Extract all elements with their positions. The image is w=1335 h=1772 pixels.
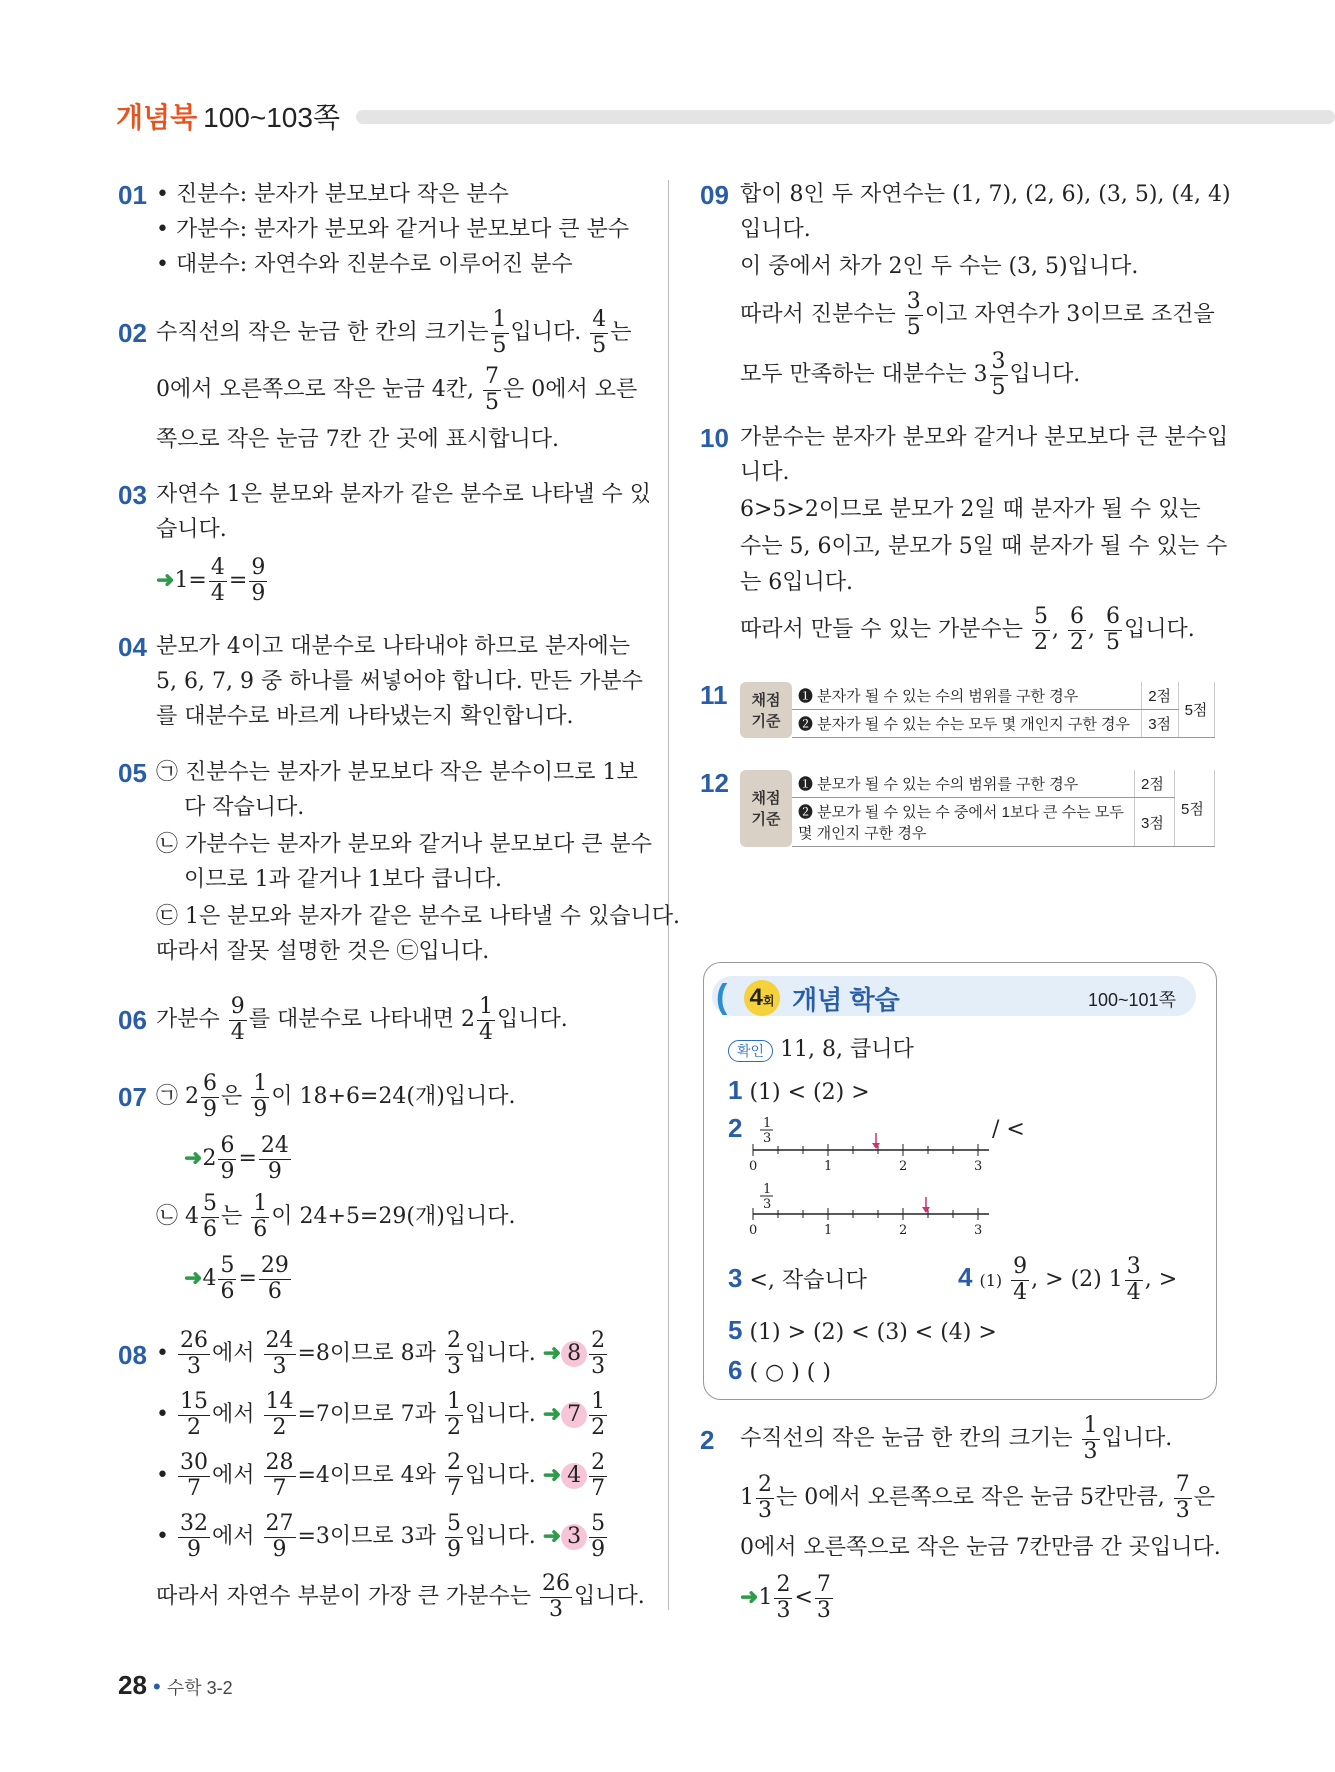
fraction: $\frac{1}{2}$ [591, 1389, 606, 1440]
page-number: 28 [118, 1670, 147, 1700]
q07-line2: ➜2 $\frac{6}{9}$ = $\frac{24}{9}$ [184, 1133, 289, 1184]
arrow-icon: ➜ [542, 1523, 562, 1549]
q06-text-a: 가분수 [156, 1007, 220, 1032]
q05-line1: ㉠ 진분수는 분자가 분모보다 작은 분수이므로 1보 [156, 760, 638, 785]
fraction: $\frac{3}{5}$ [906, 289, 921, 340]
q04-line3: 를 대분수로 바르게 나타냈는지 확인합니다. [156, 704, 574, 729]
fraction: $\frac{2}{3}$ [446, 1328, 461, 1379]
q01-number: 01 [118, 180, 147, 210]
fraction: $\frac{2}{3}$ [591, 1328, 606, 1379]
fraction: $\frac{24}{9}$ [260, 1133, 289, 1184]
q08-text: 에서 [211, 1524, 255, 1549]
answer-highlight: 8 [561, 1341, 587, 1367]
q04-line1: 분모가 4이고 대분수로 나타내야 하므로 분자에는 [156, 634, 631, 659]
badge-sub: 회 [762, 994, 775, 1008]
arrow-icon: ➜ [184, 1145, 203, 1171]
q06-number: 06 [118, 1005, 147, 1035]
arrow-icon: ➜ [542, 1340, 562, 1366]
fraction: $\frac{1}{6}$ [253, 1191, 268, 1242]
criteria-total: 5점 [1175, 770, 1215, 847]
bracket-icon: ( [716, 978, 728, 1016]
q02-line1 [156, 308, 632, 358]
fraction: $\frac{6}{2}$ [1070, 604, 1084, 655]
q06-line [156, 995, 568, 1045]
nl-tick: 1 [824, 1159, 833, 1174]
subject-label: 수학 3-2 [166, 1678, 233, 1698]
fraction: $\frac{2}{7}$ [591, 1450, 606, 1501]
box-pages: 100~101쪽 [1088, 990, 1176, 1010]
fraction: $\frac{1}{2}$ [446, 1389, 461, 1440]
answer-num: 2 [728, 1113, 743, 1143]
fraction: $\frac{1}{9}$ [253, 1071, 268, 1122]
q2-line1 [740, 1414, 1172, 1464]
bullet-icon: • [153, 1674, 161, 1699]
q07-line3 [156, 1192, 516, 1242]
fraction: $\frac{7}{3}$ [816, 1572, 831, 1623]
q07-line1 [156, 1072, 516, 1122]
fraction: $\frac{24}{3}$ [265, 1328, 294, 1379]
q02-text-a: 수직선의 작은 눈금 한 칸의 크기는 [156, 320, 489, 345]
criteria-label: 채점 기준 [740, 770, 792, 847]
q08-row: • $\frac{32}{9}$ 에서 $\frac{27}{9}$ =3이므로 3과 $\frac{5}{9}$ 입니다. ➜ 3 $\frac{5}{9}$ [156, 1511, 606, 1562]
q07-line4: ➜4 $\frac{5}{6}$ = $\frac{29}{6}$ [184, 1253, 289, 1304]
q2-text: < [794, 1585, 813, 1610]
fraction: $\frac{30}{7}$ [179, 1450, 208, 1501]
q09-text-c: 모두 만족하는 대분수는 3 [740, 362, 988, 387]
q08-text: =8이므로 8과 [297, 1341, 436, 1366]
criteria-label: 채점 기준 [740, 682, 792, 738]
answer-highlight: 3 [561, 1524, 587, 1550]
q08-text: =7이므로 7과 [297, 1402, 436, 1427]
fraction: $\frac{9}{9}$ [251, 555, 266, 606]
nl-tick: 3 [974, 1223, 983, 1238]
q05-line2: 다 작습니다. [184, 795, 305, 820]
q09-text-a: 따라서 진분수는 [740, 302, 896, 327]
q06-text-c: 입니다. [497, 1007, 568, 1032]
answer-4 [958, 1252, 1177, 1306]
answer-highlight: 4 [561, 1463, 587, 1489]
q10-text-b: 입니다. [1124, 617, 1195, 642]
q2-line2 [740, 1473, 1215, 1523]
box-title: 개념 학습 [792, 985, 900, 1015]
arrow-icon: ➜ [184, 1265, 203, 1291]
q03-equation: ➜1= $\frac{4}{4}$ = $\frac{9}{9}$ [156, 555, 266, 606]
q03-eq-pre: 1= [174, 568, 207, 593]
q05-line3: ㉡ 가분수는 분자가 분모와 같거나 분모보다 큰 분수 [156, 832, 652, 857]
q10-line4: 수는 5, 6이고, 분모가 5일 때 분자가 될 수 있는 수 [740, 534, 1228, 559]
fraction: $\frac{5}{6}$ [220, 1253, 235, 1304]
answer-num: 4 [958, 1262, 973, 1292]
answer-text: ( ○ ) ( ) [749, 1360, 831, 1385]
answer-highlight: 7 [561, 1402, 587, 1428]
answer-6 [728, 1355, 831, 1388]
fraction: $\frac{27}{9}$ [265, 1511, 294, 1562]
answer-part: , > [1031, 1267, 1064, 1292]
q07-number: 07 [118, 1082, 147, 1112]
fraction: $\frac{5}{2}$ [1034, 604, 1048, 655]
q08-concl-b: 입니다. [574, 1584, 645, 1609]
fraction: $\frac{2}{3}$ [758, 1472, 772, 1523]
q09-text-b: 이고 자연수가 3이므로 조건을 [924, 302, 1215, 327]
nl-label: 1 [763, 1182, 772, 1197]
q07-text-c2: 는 [221, 1204, 243, 1229]
arrow-icon: ➜ [740, 1584, 759, 1610]
q10-number: 10 [700, 423, 729, 453]
q07-text-a3: 이 18+6=24(개)입니다. [271, 1084, 516, 1109]
q08-concl-a: 따라서 자연수 부분이 가장 큰 가분수는 [156, 1584, 531, 1609]
q09-line5 [740, 350, 1080, 400]
fraction: $\frac{26}{3}$ [179, 1328, 208, 1379]
criteria-score: 2점 [1135, 770, 1175, 798]
header-title: 개념북 [116, 102, 198, 133]
q08-text: 에서 [211, 1341, 255, 1366]
q2-number: 2 [700, 1425, 715, 1455]
fraction: $\frac{14}{2}$ [265, 1389, 294, 1440]
q2-line3: 0에서 오른쪽으로 작은 눈금 7칸만큼 간 곳입니다. [740, 1535, 1221, 1560]
q2-text: 수직선의 작은 눈금 한 칸의 크기는 [740, 1426, 1073, 1451]
q02-text-d: 0에서 오른쪽으로 작은 눈금 4칸, [156, 377, 474, 402]
q09-line4 [740, 290, 1215, 340]
q10-line5: 는 6입니다. [740, 570, 853, 595]
fraction: $\frac{5}{9}$ [446, 1511, 461, 1562]
fraction: $\frac{2}{7}$ [446, 1450, 461, 1501]
check-row [728, 1035, 914, 1065]
q10-line3: 6>5>2이므로 분모가 2일 때 분자가 될 수 있는 [740, 497, 1201, 522]
criteria-score: 3점 [1142, 710, 1178, 738]
fraction: $\frac{6}{5}$ [1106, 604, 1120, 655]
q12-number: 12 [700, 768, 729, 798]
criteria-item: ❶ 분자가 될 수 있는 수의 범위를 구한 경우 [792, 682, 1142, 710]
fraction: $\frac{9}{4}$ [230, 994, 245, 1045]
q03-line1: 자연수 1은 분모와 분자가 같은 분수로 나타낼 수 있 [156, 482, 651, 507]
q05-line6: 따라서 잘못 설명한 것은 ㉢입니다. [156, 939, 490, 964]
session-badge [744, 980, 780, 1016]
q05-line4: 이므로 1과 같거나 1보다 큽니다. [184, 867, 502, 892]
fraction: $\frac{6}{9}$ [203, 1071, 217, 1122]
q10-text-a: 따라서 만들 수 있는 가분수는 [740, 617, 1023, 642]
criteria-item: ❷ 분모가 될 수 있는 수 중에서 1보다 큰 수는 모두 몇 개인지 구한 경우 [792, 798, 1135, 847]
q03-number: 03 [118, 480, 147, 510]
fraction: $\frac{9}{4}$ [1013, 1254, 1028, 1305]
q06-text-b: 를 대분수로 나타내면 2 [248, 1007, 476, 1032]
fraction: $\frac{28}{7}$ [265, 1450, 294, 1501]
nl-label: 3 [763, 1131, 772, 1146]
nl-label: 3 [763, 1197, 772, 1212]
q08-text: 입니다. [464, 1463, 536, 1488]
fraction: $\frac{5}{6}$ [203, 1191, 217, 1242]
q2-text: 는 0에서 오른쪽으로 작은 눈금 5칸만큼, [776, 1485, 1165, 1510]
arrow-icon: ➜ [542, 1401, 562, 1427]
q08-text: 입니다. [464, 1341, 536, 1366]
answer-2 [728, 1113, 742, 1146]
q2-line4 [740, 1572, 835, 1623]
q03-line2: 습니다. [156, 517, 227, 542]
q08-text: 입니다. [464, 1402, 536, 1427]
q07-text-a2: 은 [221, 1084, 243, 1109]
q01-line1: • 진분수: 분자가 분모보다 작은 분수 [156, 182, 509, 207]
q09-text-d: 입니다. [1009, 362, 1081, 387]
answer-text: (1) > (2) < (3) < (4) > [749, 1320, 997, 1345]
fraction: $\frac{29}{6}$ [260, 1253, 289, 1304]
q02-text-b: 입니다. [510, 320, 582, 345]
check-label: 확인 [728, 1040, 773, 1062]
fraction: $\frac{6}{9}$ [220, 1133, 235, 1184]
q05-line5: ㉢ 1은 분모와 분자가 같은 분수로 나타낼 수 있습니다. [156, 904, 680, 929]
nl-tick: 0 [749, 1223, 758, 1238]
answer-1 [728, 1075, 870, 1108]
q08-row: • $\frac{30}{7}$ 에서 $\frac{28}{7}$ =4이므로 4와 $\frac{2}{7}$ 입니다. ➜ 4 $\frac{2}{7}$ [156, 1450, 606, 1501]
q2-text: 은 [1193, 1485, 1215, 1510]
badge-number: 4 [749, 984, 763, 1011]
q08-text: 에서 [211, 1402, 255, 1427]
fraction: $\frac{3}{5}$ [991, 349, 1006, 400]
answer-text: (1) < (2) > [749, 1080, 870, 1105]
q09-line2: 입니다. [740, 217, 811, 242]
q07-text-c1: ㉡ 4 [156, 1204, 199, 1229]
header-pages: 100~103쪽 [203, 102, 340, 133]
q12-criteria-table [740, 770, 1215, 847]
arrow-icon: ➜ [542, 1462, 562, 1488]
arrow-icon: ➜ [156, 567, 175, 593]
q10-line2: 니다. [740, 460, 790, 485]
q04-number: 04 [118, 632, 147, 662]
q04-line2: 5, 6, 7, 9 중 하나를 써넣어야 합니다. 만든 가분수 [156, 669, 643, 694]
q09-line3: 이 중에서 차가 2인 두 수는 (3, 5)입니다. [740, 254, 1139, 279]
q08-row: • $\frac{15}{2}$ 에서 $\frac{14}{2}$ =7이므로 7과 $\frac{1}{2}$ 입니다. ➜ 7 $\frac{1}{2}$ [156, 1389, 606, 1440]
fraction: $\frac{5}{9}$ [591, 1511, 606, 1562]
answer-part: , > [1144, 1267, 1178, 1292]
header-bar [356, 110, 1335, 124]
q02-line3: 쪽으로 작은 눈금 7칸 간 곳에 표시합니다. [156, 427, 559, 452]
fraction: $\frac{1}{3}$ [1083, 1413, 1098, 1464]
q08-row: • $\frac{26}{3}$ 에서 $\frac{24}{3}$ =8이므로 8과 $\frac{2}{3}$ 입니다. ➜ 8 $\frac{2}{3}$ [156, 1328, 606, 1379]
q10-line1: 가분수는 분자가 분모와 같거나 분모보다 큰 분수입 [740, 425, 1229, 450]
q07-text-a1: ㉠ 2 [156, 1084, 199, 1109]
q01-line3: • 대분수: 자연수와 진분수로 이루어진 분수 [156, 252, 573, 277]
q09-number: 09 [700, 180, 729, 210]
fraction: $\frac{1}{5}$ [492, 307, 507, 358]
q07-text-b1: 2 [202, 1146, 217, 1171]
fraction: $\frac{7}{5}$ [485, 364, 499, 415]
q07-text-d1: 4 [202, 1266, 217, 1291]
number-lines [745, 1115, 995, 1245]
nl-tick: 3 [974, 1159, 983, 1174]
q08-text: =3이므로 3과 [297, 1524, 436, 1549]
footer [118, 1670, 233, 1701]
check-answer: 11, 8, 큽니다 [780, 1037, 914, 1062]
criteria-item: ❶ 분모가 될 수 있는 수의 범위를 구한 경우 [792, 770, 1135, 798]
answer-num: 5 [728, 1315, 743, 1345]
fraction: $\frac{1}{4}$ [479, 994, 494, 1045]
q08-number: 08 [118, 1340, 147, 1370]
column-divider [668, 180, 669, 1610]
q2-text: 1 [740, 1485, 754, 1510]
fraction: $\frac{4}{5}$ [592, 307, 607, 358]
answer-2-text: / < [992, 1117, 1025, 1142]
fraction: $\frac{26}{3}$ [542, 1571, 570, 1622]
nl-tick: 2 [899, 1223, 908, 1238]
nl-label: 1 [763, 1116, 772, 1131]
q05-number: 05 [118, 758, 147, 788]
q08-text: =4이므로 4와 [297, 1463, 436, 1488]
q02-text-c: 는 [610, 320, 632, 345]
nl-tick: 0 [749, 1159, 758, 1174]
q11-number: 11 [700, 680, 728, 710]
criteria-total: 5점 [1178, 682, 1214, 738]
q02-text-e: 은 0에서 오른 [503, 377, 638, 402]
answer-5 [728, 1315, 997, 1348]
q07-text-c3: 이 24+5=29(개)입니다. [271, 1204, 516, 1229]
nl-tick: 2 [899, 1159, 908, 1174]
q08-conclusion [156, 1572, 645, 1622]
q11-criteria-table [740, 682, 1215, 738]
fraction: $\frac{7}{3}$ [1175, 1472, 1190, 1523]
fraction: $\frac{2}{3}$ [776, 1572, 791, 1623]
q01-line2: • 가분수: 분자가 분모와 같거나 분모보다 큰 분수 [156, 217, 630, 242]
q02-line2 [156, 365, 637, 415]
criteria-item: ❷ 분자가 될 수 있는 수는 모두 몇 개인지 구한 경우 [792, 710, 1142, 738]
answer-num: 3 [728, 1263, 743, 1293]
q10-line6: 따라서 만들 수 있는 가분수는 $\frac{5}{2}$ , $\frac{6}{2}$ , $\frac{6}{5}$ 입니다. [740, 604, 1195, 655]
answer-text: <, 작습니다 [749, 1268, 867, 1293]
answer-num: 6 [728, 1355, 743, 1385]
criteria-score: 2점 [1142, 682, 1178, 710]
page-header [116, 96, 340, 136]
nl-tick: 1 [824, 1223, 833, 1238]
criteria-score: 3점 [1135, 798, 1175, 847]
q08-text: 에서 [211, 1463, 255, 1488]
answer-num: 1 [728, 1075, 743, 1105]
q2-text: 입니다. [1101, 1426, 1173, 1451]
q02-number: 02 [118, 318, 147, 348]
answer-3 [728, 1263, 867, 1296]
fraction: $\frac{3}{4}$ [1126, 1254, 1141, 1305]
q08-text: 입니다. [464, 1524, 536, 1549]
answer-part: (1) [979, 1271, 1003, 1290]
q09-line1: 합이 8인 두 자연수는 (1, 7), (2, 6), (3, 5), (4, 4) [740, 182, 1231, 207]
fraction: $\frac{15}{2}$ [179, 1389, 208, 1440]
fraction: $\frac{4}{4}$ [210, 555, 225, 606]
answer-part: (2) 1 [1070, 1267, 1123, 1292]
fraction: $\frac{32}{9}$ [179, 1511, 208, 1562]
q2-text: 1 [758, 1585, 773, 1610]
